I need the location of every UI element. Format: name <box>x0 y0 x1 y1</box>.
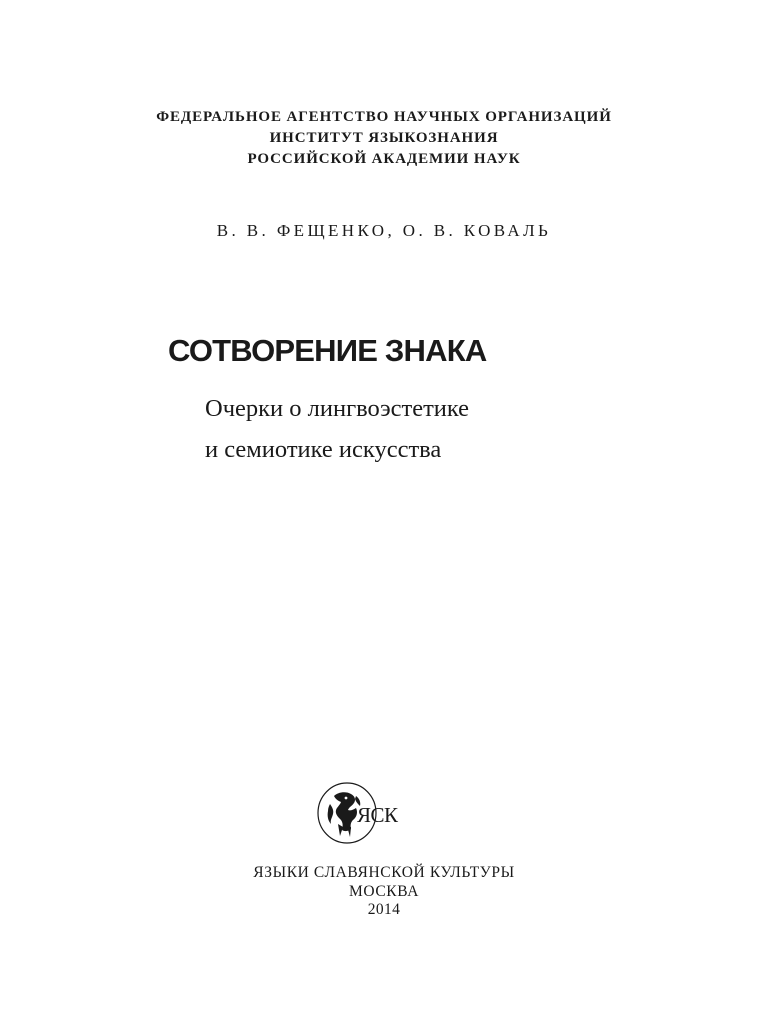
organization-line-1: ФЕДЕРАЛЬНОЕ АГЕНТСТВО НАУЧНЫХ ОРГАНИЗАЦИЙ <box>156 109 612 125</box>
subtitle-line-2: и семиотике искусства <box>205 436 442 463</box>
logo-text: ЯСК <box>357 803 398 827</box>
publisher-city: МОСКВА <box>349 883 419 900</box>
publication-year: 2014 <box>367 901 401 918</box>
authors: В. В. ФЕЩЕНКО, О. В. КОВАЛЬ <box>216 221 552 240</box>
book-title: СОТВОРЕНИЕ ЗНАКА <box>168 333 487 368</box>
organization-line-3: РОССИЙСКОЙ АКАДЕМИИ НАУК <box>247 151 521 167</box>
publisher-name: ЯЗЫКИ СЛАВЯНСКОЙ КУЛЬТУРЫ <box>253 864 515 881</box>
organization-line-2: ИНСТИТУТ ЯЗЫКОЗНАНИЯ <box>269 130 499 146</box>
subtitle-line-1: Очерки о лингвоэстетике <box>205 395 470 422</box>
publisher-logo-icon <box>316 780 422 846</box>
